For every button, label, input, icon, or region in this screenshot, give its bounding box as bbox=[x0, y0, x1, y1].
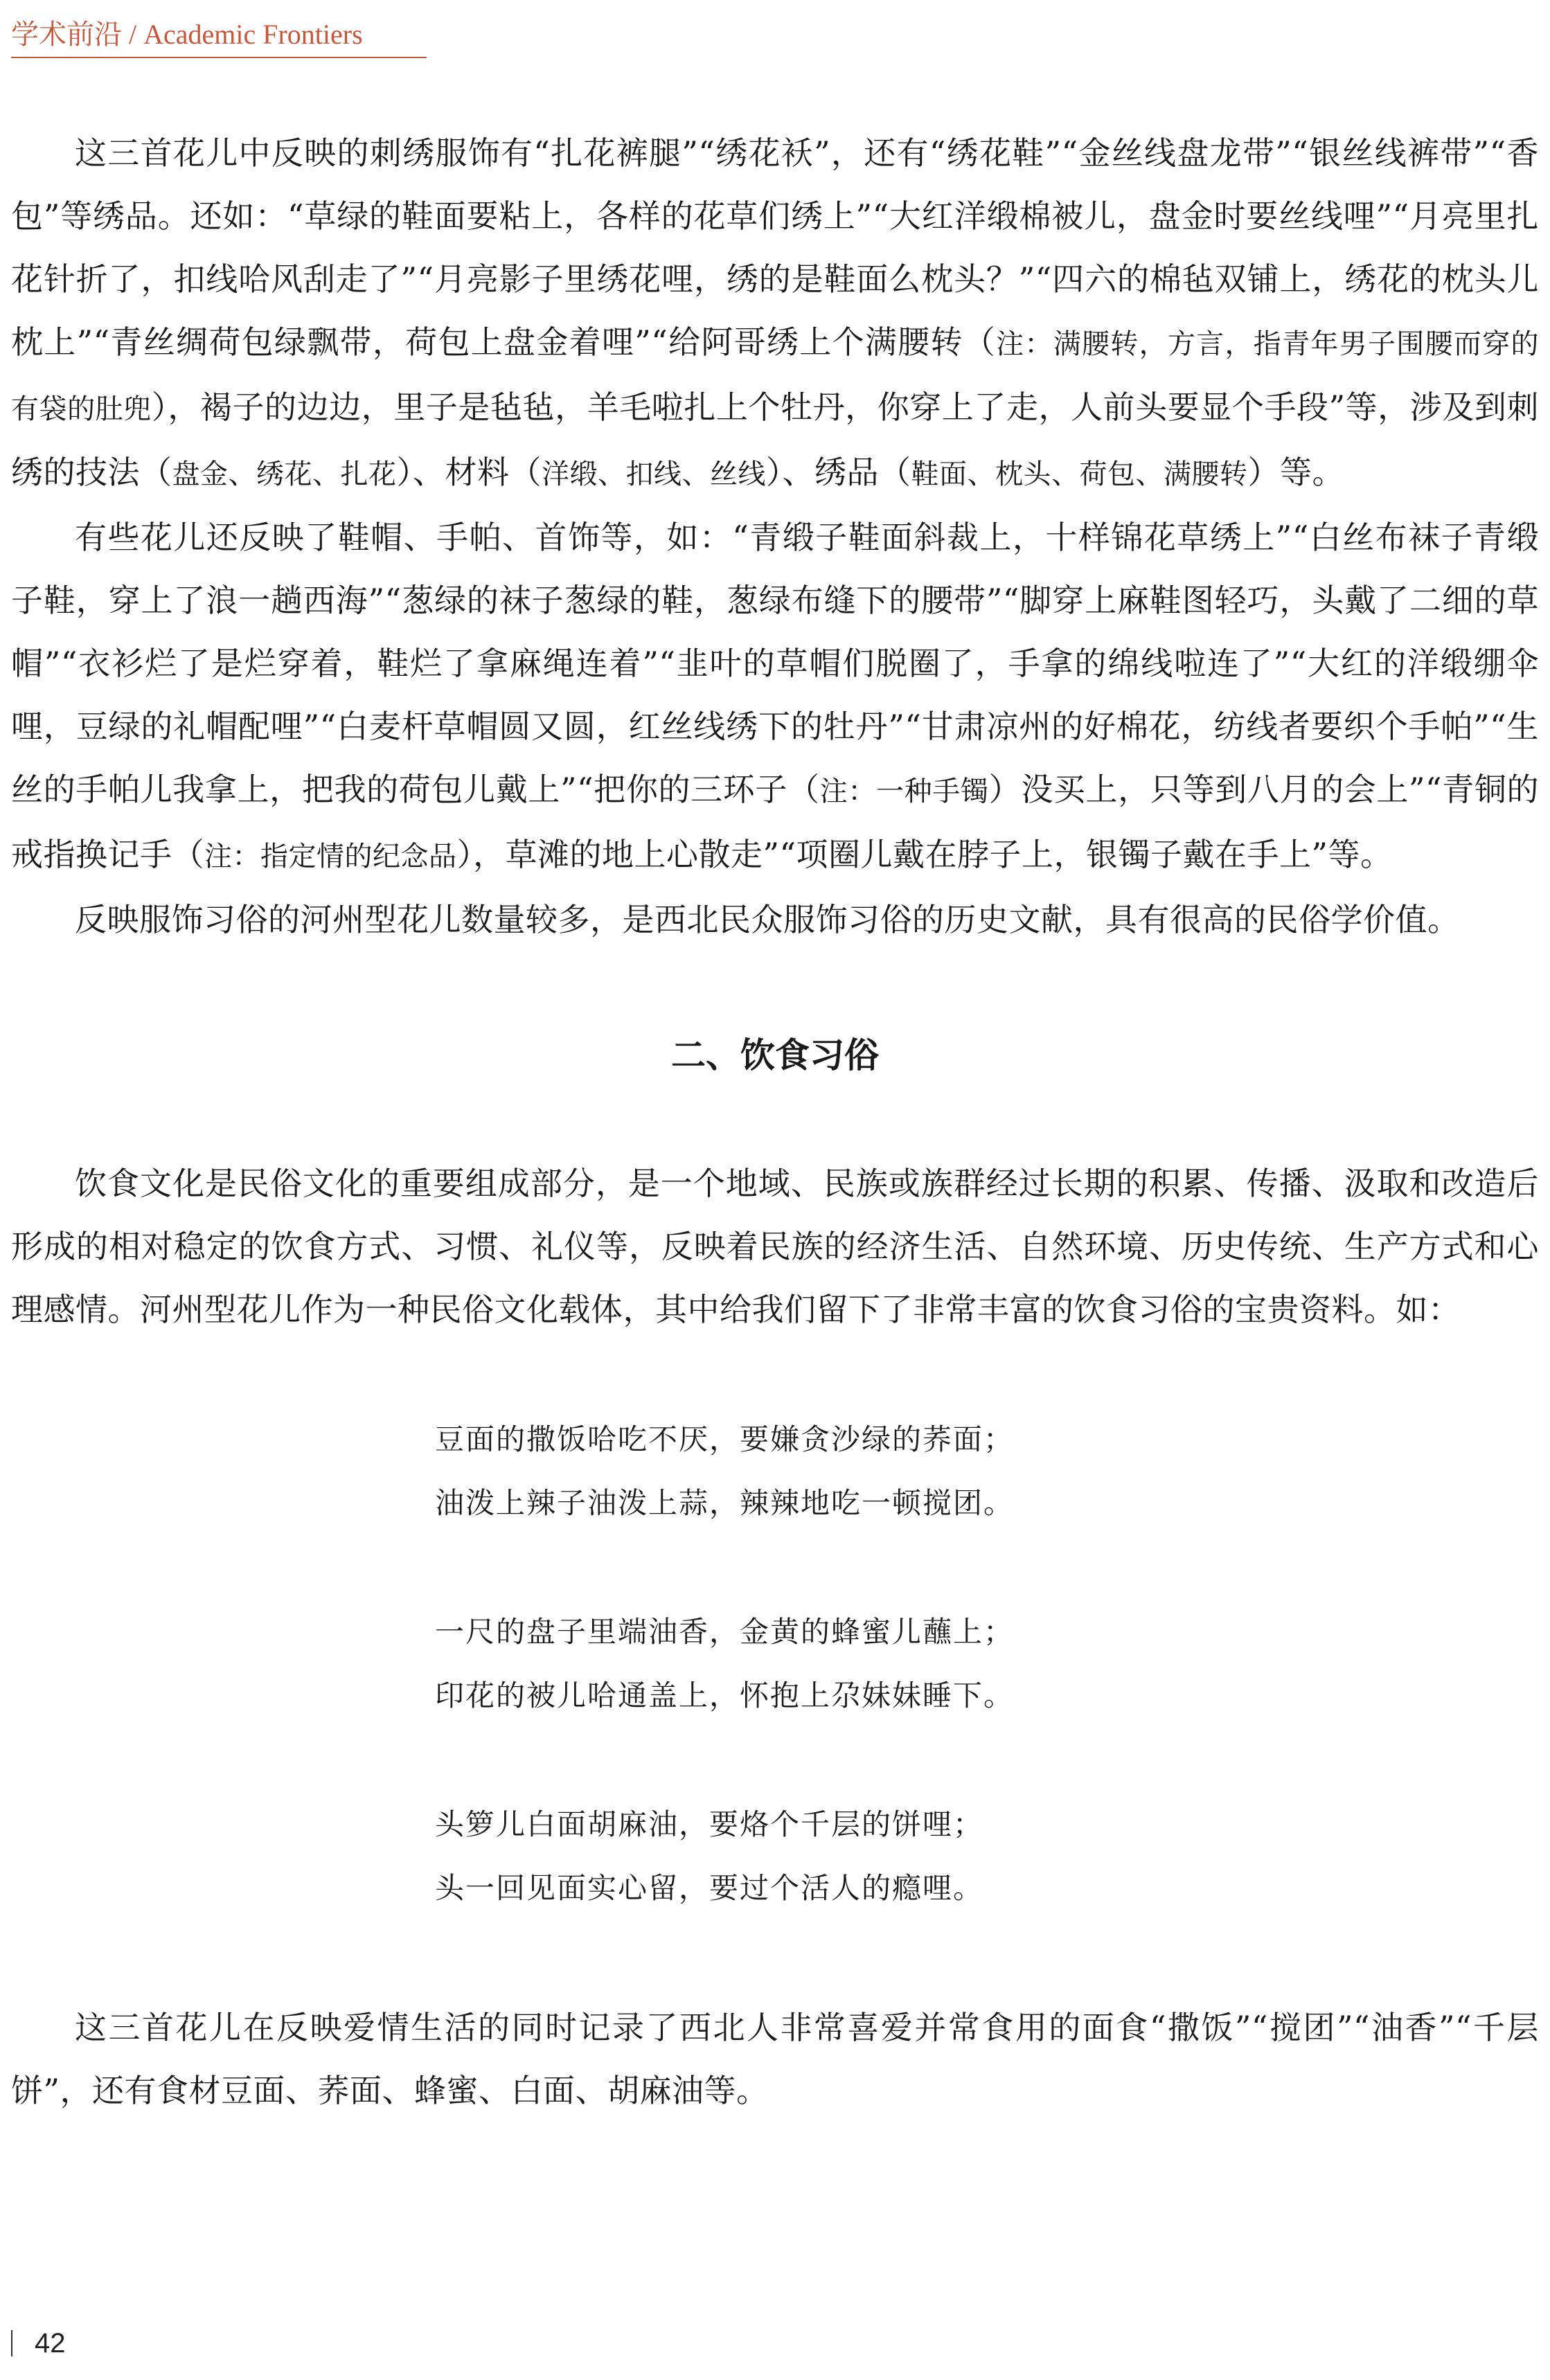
annotation-note: 注：指定情的纪念品 bbox=[204, 841, 457, 873]
annotation-note: 鞋面、枕头、荷包、满腰转 bbox=[911, 458, 1248, 490]
poem-stanza bbox=[435, 1793, 1539, 1920]
paragraph-summary: 反映服饰习俗的河州型花儿数量较多，是西北民众服饰习俗的历史文献，具有很高的民俗学价值。 bbox=[75, 901, 1460, 938]
poem-stanza bbox=[435, 1600, 1539, 1728]
text-run: ），草滩的地上心散走”“项圈儿戴在脖子上，银镯子戴在手上”等。 bbox=[456, 836, 1393, 873]
poem-line: 印花的被儿哈通盖上，怀抱上尕妹妹睡下。 bbox=[435, 1679, 1015, 1712]
paragraph-food-conclusion: 这三首花儿在反映爱情生活的同时记录了西北人非常喜爱并常食用的面食“撒饭”“搅团”“油香”“千层饼”，还有食材豆面、荞面、蜂蜜、白面、胡麻油等。 bbox=[11, 2009, 1539, 2109]
text-run: ）、材料（ bbox=[396, 454, 542, 491]
annotation-note: 注：满腰转，方言，指青年男子围腰而穿的有袋的肚兜 bbox=[11, 328, 1540, 425]
poem-line: 油泼上辣子油泼上蒜，辣辣地吃一顿搅团。 bbox=[435, 1486, 1015, 1520]
text-run: ）没买上，只等到八月的会上”“青铜的戒指换记手（ bbox=[11, 771, 1539, 873]
page-number: 42 bbox=[35, 2327, 66, 2359]
poem-line: 豆面的撒饭哈吃不厌，要嫌贪沙绿的荞面； bbox=[435, 1422, 1015, 1456]
paragraph-shoes-hats bbox=[11, 506, 1539, 888]
text-run: 这三首花儿中反映的刺绣服饰有“扎花裤腿”“绣花袄”，还有“绣花鞋”“金丝线盘龙带”“银丝线裤带”“香包”等绣品。还如：“草绿的鞋面要粘上，各样的花草们绣上”“大红洋缎棉被儿，盘金时要丝线哩”“月亮里扎花针折了，扣线哈风刮走了”“月亮影子里绣花哩，绣的是鞋面么枕头？”“四六的棉毡双铺上，绣花的枕头儿枕上”“青丝绸荷包绿飘带，荷包上盘金着哩”“给阿哥绣上个满腰转（ bbox=[11, 134, 1539, 361]
paragraph-food-intro: 饮食文化是民俗文化的重要组成部分，是一个地域、民族或族群经过长期的积累、传播、汲取和改造后形成的相对稳定的饮食方式、习惯、礼仪等，反映着民族的经济生活、自然环境、历史传统、生产方式和心理感情。河州型花儿作为一种民俗文化载体，其中给我们留下了非常丰富的饮食习俗的宝贵资料。如： bbox=[11, 1165, 1539, 1328]
annotation-note: 盘金、绣花、扎花 bbox=[172, 458, 397, 490]
running-title: 学术前沿 / Academic Frontiers bbox=[11, 19, 363, 50]
poem-stanza bbox=[435, 1408, 1539, 1535]
paragraph-embroidery bbox=[11, 122, 1539, 506]
text-run: 有些花儿还反映了鞋帽、手帕、首饰等，如：“青缎子鞋面斜裁上，十样锦花草绣上”“白丝布袜子青缎子鞋，穿上了浪一趟西海”“葱绿的袜子葱绿的鞋，葱绿布缝下的腰带”“脚穿上麻鞋图轻巧，头戴了二细的草帽”“衣衫烂了是烂穿着，鞋烂了拿麻绳连着”“韭叶的草帽们脱圈了，手拿的绵线啦连了”“大红的洋缎绷伞哩，豆绿的礼帽配哩”“白麦杆草帽圆又圆，红丝线绣下的牡丹”“甘肃凉州的好棉花，纺线者要织个手帕”“生丝的手帕儿我拿上，把我的荷包儿戴上”“把你的三环子（ bbox=[11, 519, 1539, 808]
poem-line: 一尺的盘子里端油香，金黄的蜂蜜儿蘸上； bbox=[435, 1615, 1015, 1649]
annotation-note: 注：一种手镯 bbox=[819, 776, 989, 807]
article-body bbox=[11, 122, 1539, 2122]
footer-divider bbox=[11, 2330, 12, 2356]
poem-block bbox=[11, 1408, 1539, 1920]
page-footer bbox=[11, 2323, 66, 2364]
poem-line: 头一回见面实心留，要过个活人的瘾哩。 bbox=[435, 1871, 984, 1905]
section-title: 二、饮食习俗 bbox=[671, 1035, 879, 1075]
running-header bbox=[11, 10, 427, 58]
text-run: ）、绣品（ bbox=[766, 454, 911, 491]
annotation-note: 洋缎、扣线、丝线 bbox=[542, 458, 766, 490]
text-run: ），褐子的边边，里子是毡毡，羊毛啦扎上个牡丹，你穿上了走，人前头要显个手段”等，涉及到刺绣的技法（ bbox=[11, 388, 1539, 491]
text-run: ）等。 bbox=[1247, 454, 1344, 491]
poem-line: 头箩儿白面胡麻油，要烙个千层的饼哩； bbox=[435, 1807, 984, 1841]
